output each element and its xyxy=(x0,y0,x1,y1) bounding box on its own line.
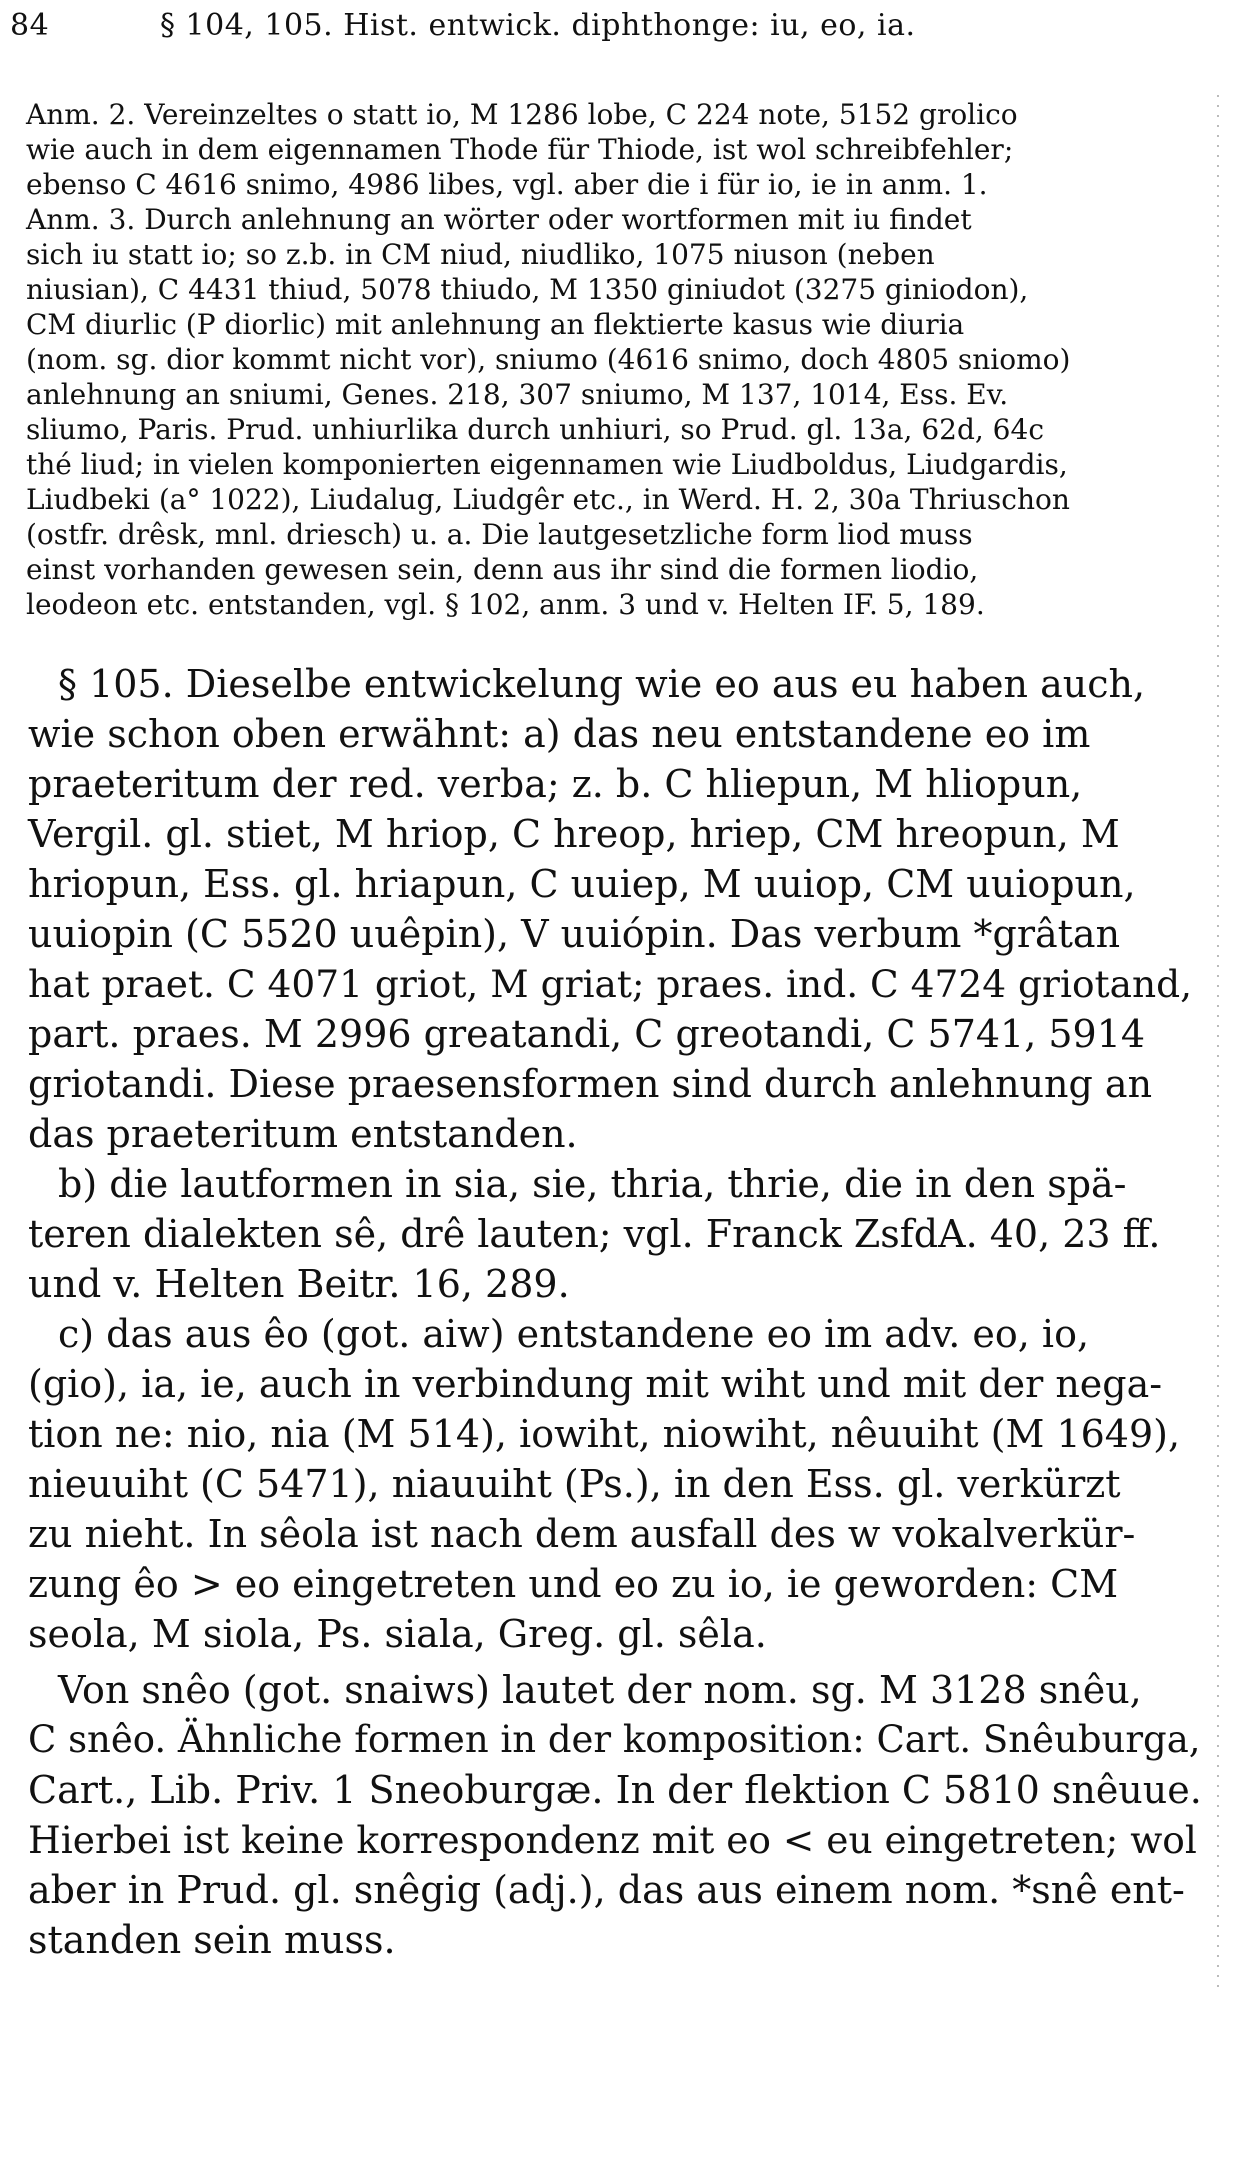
body-line: Vergil. gl. stiet, M hriop, C hreop, hriep, CM hreopun, M xyxy=(28,812,1120,856)
body-line: b) die lautformen in sia, sie, thria, thrie, die in den spä- xyxy=(58,1162,1127,1206)
body-line: zung êo > eo eingetreten und eo zu io, ie geworden: CM xyxy=(28,1562,1119,1606)
body-line: Hierbei ist keine korrespondenz mit eo < eu eingetreten; wol xyxy=(28,1818,1197,1862)
body-line: seola, M siola, Ps. siala, Greg. gl. sêla. xyxy=(28,1612,767,1656)
note-line: (nom. sg. dior kommt nicht vor), sniumo (4616 snimo, doch 4805 sniomo) xyxy=(26,343,1071,376)
body-line: praeteritum der red. verba; z. b. C hliepun, M hliopun, xyxy=(28,762,1083,806)
body-line: zu nieht. In sêola ist nach dem ausfall des w vokalverkür- xyxy=(28,1512,1136,1556)
body-line: c) das aus êo (got. aiw) entstandene eo im adv. eo, io, xyxy=(58,1312,1090,1356)
note-line: thé liud; in vielen komponierten eigennamen wie Liudboldus, Liudgardis, xyxy=(26,448,1068,481)
body-line: und v. Helten Beitr. 16, 289. xyxy=(28,1262,570,1306)
body-line: § 105. Dieselbe entwickelung wie eo aus eu haben auch, xyxy=(58,662,1146,706)
note-line: sliumo, Paris. Prud. unhiurlika durch unhiuri, so Prud. gl. 13a, 62d, 64c xyxy=(26,413,1044,446)
note-line: wie auch in dem eigennamen Thode für Thiode, ist wol schreibfehler; xyxy=(26,133,1014,166)
note-line: sich iu statt io; so z.b. in CM niud, niudliko, 1075 niuson (neben xyxy=(26,238,935,271)
body-line: tion ne: nio, nia (M 514), iowiht, niowiht, nêuuiht (M 1649), xyxy=(28,1412,1181,1456)
note-line: einst vorhanden gewesen sein, denn aus ihr sind die formen liodio, xyxy=(26,553,979,586)
body-line: uuiopin (C 5520 uuêpin), V uuiópin. Das verbum *grâtan xyxy=(28,912,1121,956)
body-line: Cart., Lib. Priv. 1 Sneoburgæ. In der flektion C 5810 snêuue. xyxy=(28,1768,1202,1812)
running-header xyxy=(10,8,916,43)
note-line: Liudbeki (a° 1022), Liudalug, Liudgêr etc., in Werd. H. 2, 30a Thriuschon xyxy=(26,483,1070,516)
body-line: (gio), ia, ie, auch in verbindung mit wiht und mit der nega- xyxy=(28,1362,1163,1406)
note-line: Anm. 2. Vereinzeltes o statt io, M 1286 lobe, C 224 note, 5152 grolico xyxy=(26,98,1018,131)
note-line: ebenso C 4616 snimo, 4986 libes, vgl. aber die i für io, ie in anm. 1. xyxy=(26,168,988,201)
scan-edge-dots xyxy=(1217,95,1219,1995)
body-line: wie schon oben erwähnt: a) das neu entstandene eo im xyxy=(28,712,1091,756)
note-line: anlehnung an sniumi, Genes. 218, 307 sniumo, M 137, 1014, Ess. Ev. xyxy=(26,378,1009,411)
note-line: Anm. 3. Durch anlehnung an wörter oder wortformen mit iu findet xyxy=(26,203,972,236)
body-line: das praeteritum entstanden. xyxy=(28,1112,578,1156)
body-line: standen sein muss. xyxy=(28,1918,396,1962)
body-line: aber in Prud. gl. snêgig (adj.), das aus einem nom. *snê ent- xyxy=(28,1868,1185,1912)
body-line: hriopun, Ess. gl. hriapun, C uuiep, M uuiop, CM uuiopun, xyxy=(28,862,1136,906)
running-title: § 104, 105. Hist. entwick. diphthonge: iu, eo, ia. xyxy=(160,8,916,43)
body-line: hat praet. C 4071 griot, M griat; praes. ind. C 4724 griotand, xyxy=(28,962,1193,1006)
note-line: (ostfr. drêsk, mnl. driesch) u. a. Die lautgesetzliche form liod muss xyxy=(26,518,973,551)
body-line: griotandi. Diese praesensformen sind durch anlehnung an xyxy=(28,1062,1153,1106)
body-line: nieuuiht (C 5471), niauuiht (Ps.), in den Ess. gl. verkürzt xyxy=(28,1462,1121,1506)
body-line: part. praes. M 2996 greatandi, C greotandi, C 5741, 5914 xyxy=(28,1012,1146,1056)
body-line: Von snêo (got. snaiws) lautet der nom. sg. M 3128 snêu, xyxy=(58,1668,1142,1712)
note-line: niusian), C 4431 thiud, 5078 thiudo, M 1350 giniudot (3275 giniodon), xyxy=(26,273,1029,306)
body-line: C snêo. Ähnliche formen in der komposition: Cart. Snêuburga, xyxy=(28,1718,1201,1761)
body-line: teren dialekten sê, drê lauten; vgl. Franck ZsfdA. 40, 23 ff. xyxy=(28,1212,1161,1256)
note-line: leodeon etc. entstanden, vgl. § 102, anm. 3 und v. Helten IF. 5, 189. xyxy=(26,588,985,621)
note-line: CM diurlic (P diorlic) mit anlehnung an flektierte kasus wie diuria xyxy=(26,308,965,341)
page-number: 84 xyxy=(10,8,50,43)
